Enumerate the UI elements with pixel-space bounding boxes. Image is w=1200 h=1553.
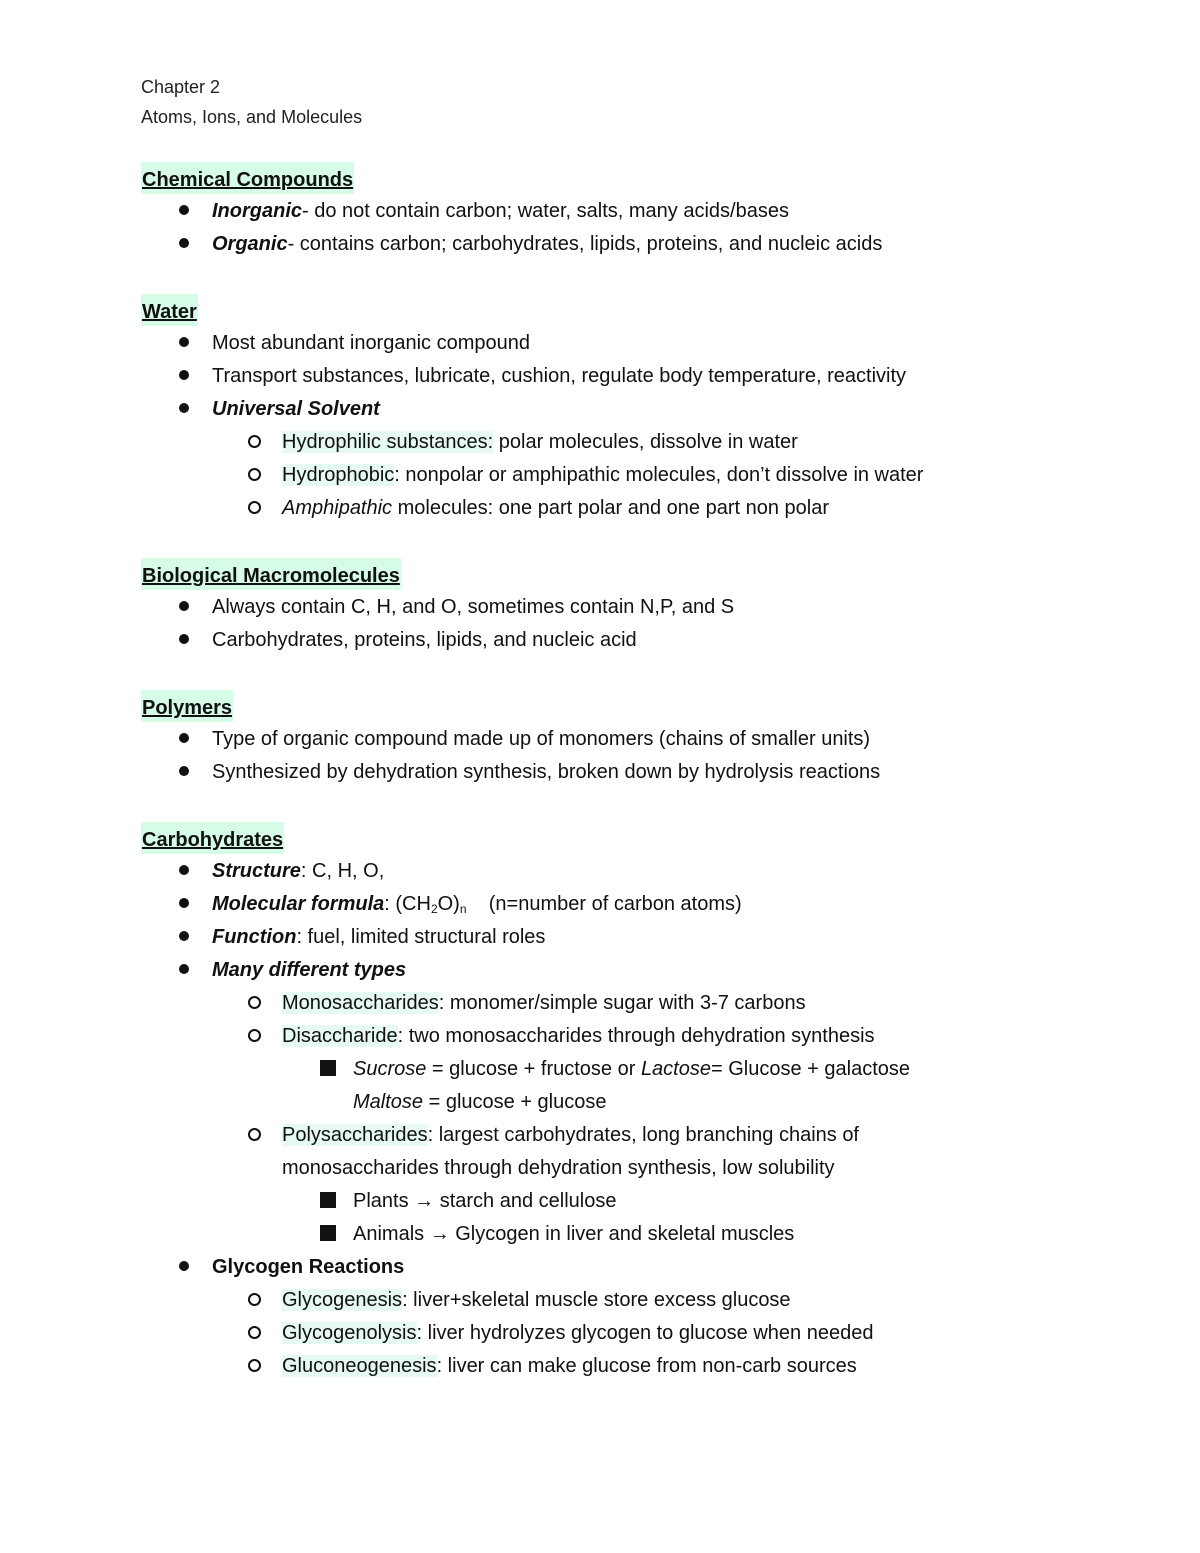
term: Sucrose — [353, 1058, 427, 1080]
bullet-dot-icon — [179, 591, 189, 624]
section-chemical-compounds — [141, 162, 1101, 261]
formula-subscript: n — [459, 902, 467, 916]
list-item — [141, 1053, 1101, 1086]
list-item — [141, 756, 1101, 789]
bullet-circle-icon — [248, 492, 261, 525]
section-carbohydrates — [141, 822, 1101, 1383]
term: Hydrophilic substances: — [282, 431, 494, 453]
definition: monosaccharides through dehydration synthesis, low solubility — [282, 1157, 835, 1179]
item-text: Synthesized by dehydration synthesis, broken down by hydrolysis reactions — [212, 761, 881, 783]
section-heading: Polymers — [141, 690, 233, 722]
term: Amphipathic — [282, 497, 393, 519]
definition: : liver hydrolyzes glycogen to glucose when needed — [416, 1322, 874, 1344]
term: Structure — [212, 860, 301, 882]
definition: = glucose + fructose or — [426, 1058, 641, 1080]
formula-subscript: 2 — [430, 902, 438, 916]
bullet-dot-icon — [179, 756, 189, 789]
bullet-circle-icon — [248, 1350, 261, 1383]
list-item — [141, 591, 1101, 624]
list-item-continuation — [141, 1152, 1101, 1185]
bullet-dot-icon — [179, 1251, 189, 1284]
list-item-continuation — [141, 1086, 1101, 1119]
list-item — [141, 855, 1101, 888]
section-polymers — [141, 690, 1101, 789]
list-item — [141, 954, 1101, 987]
definition: : liver can make glucose from non-carb sources — [436, 1355, 857, 1377]
definition: polar molecules, dissolve in water — [493, 431, 798, 453]
item-text: Always contain C, H, and O, sometimes contain N,P, and S — [212, 596, 735, 618]
document-page — [141, 72, 1101, 1383]
definition: - contains carbon; carbohydrates, lipids, proteins, and nucleic acids — [287, 233, 883, 255]
definition: : largest carbohydrates, long branching chains of — [427, 1124, 859, 1146]
definition: molecules: one part polar and one part non polar — [392, 497, 830, 519]
term: Glycogenesis — [282, 1289, 403, 1311]
formula-note: (n=number of carbon atoms) — [488, 893, 742, 915]
term: Molecular formula — [212, 893, 385, 915]
list-item — [141, 1119, 1101, 1152]
list-item — [141, 1284, 1101, 1317]
list-item — [141, 1020, 1101, 1053]
bullet-dot-icon — [179, 195, 189, 228]
bullet-circle-icon — [248, 1284, 261, 1317]
bullet-circle-icon — [248, 1020, 261, 1053]
term: Glycogenolysis — [282, 1322, 417, 1344]
section-heading: Chemical Compounds — [141, 162, 354, 194]
list-item — [141, 888, 1101, 921]
list-item — [141, 492, 1101, 525]
list-item — [141, 459, 1101, 492]
section-heading: Water — [141, 294, 198, 326]
bullet-circle-icon — [248, 987, 261, 1020]
item-text: Most abundant inorganic compound — [212, 332, 530, 354]
term: Gluconeogenesis — [282, 1355, 437, 1377]
section-heading: Carbohydrates — [141, 822, 284, 854]
list-item — [141, 1350, 1101, 1383]
bullet-dot-icon — [179, 360, 189, 393]
chapter-title: Atoms, Ions, and Molecules — [141, 107, 363, 127]
list-item — [141, 987, 1101, 1020]
definition: : monomer/simple sugar with 3-7 carbons — [438, 992, 806, 1014]
list-item — [141, 360, 1101, 393]
term: Hydrophobic — [282, 464, 395, 486]
list-item — [141, 1185, 1101, 1218]
chapter-number: Chapter 2 — [141, 77, 221, 97]
bullet-circle-icon — [248, 459, 261, 492]
bullet-dot-icon — [179, 921, 189, 954]
formula-prefix: : (CH — [384, 893, 431, 915]
list-item — [141, 921, 1101, 954]
term: Function — [212, 926, 297, 948]
list-item — [141, 1251, 1101, 1284]
bullet-dot-icon — [179, 327, 189, 360]
definition: : nonpolar or amphipathic molecules, don’t dissolve in water — [394, 464, 924, 486]
bullet-dot-icon — [179, 228, 189, 261]
bullet-dot-icon — [179, 954, 189, 987]
list-item — [141, 195, 1101, 228]
definition: - do not contain carbon; water, salts, many acids/bases — [302, 200, 789, 222]
bullet-circle-icon — [248, 1119, 261, 1152]
bullet-square-icon — [320, 1053, 336, 1086]
definition: : liver+skeletal muscle store excess glucose — [402, 1289, 791, 1311]
bullet-dot-icon — [179, 855, 189, 888]
definition: : fuel, limited structural roles — [296, 926, 546, 948]
item-text: Plants → starch and cellulose — [353, 1190, 617, 1212]
section-macromolecules — [141, 558, 1101, 657]
item-text: Glycogen Reactions — [212, 1256, 405, 1278]
term: Lactose — [640, 1058, 711, 1080]
term: Maltose — [353, 1091, 424, 1113]
definition: : C, H, O, — [300, 860, 385, 882]
item-text: Type of organic compound made up of monomers (chains of smaller units) — [212, 728, 871, 750]
section-water — [141, 294, 1101, 525]
term: Disaccharide — [282, 1025, 398, 1047]
definition: : two monosaccharides through dehydration synthesis — [397, 1025, 875, 1047]
bullet-circle-icon — [248, 1317, 261, 1350]
term: Organic — [212, 233, 288, 255]
list-item — [141, 228, 1101, 261]
bullet-square-icon — [320, 1185, 336, 1218]
bullet-dot-icon — [179, 624, 189, 657]
list-item — [141, 426, 1101, 459]
list-item — [141, 327, 1101, 360]
item-text: Universal Solvent — [212, 398, 380, 420]
item-text: Animals → Glycogen in liver and skeletal muscles — [353, 1223, 795, 1245]
term: Monosaccharides — [282, 992, 439, 1014]
list-item — [141, 1218, 1101, 1251]
bullet-dot-icon — [179, 888, 189, 921]
bullet-circle-icon — [248, 426, 261, 459]
term: Polysaccharides — [282, 1124, 428, 1146]
list-item — [141, 1317, 1101, 1350]
definition: = Glucose + galactose — [711, 1058, 911, 1080]
section-heading: Biological Macromolecules — [141, 558, 401, 590]
definition: = glucose + glucose — [423, 1091, 607, 1113]
item-text: Many different types — [212, 959, 407, 981]
item-text: Transport substances, lubricate, cushion, regulate body temperature, reactivity — [212, 365, 907, 387]
bullet-square-icon — [320, 1218, 336, 1251]
bullet-dot-icon — [179, 393, 189, 426]
item-text: Carbohydrates, proteins, lipids, and nucleic acid — [212, 629, 637, 651]
list-item — [141, 723, 1101, 756]
formula-mid: O) — [437, 893, 460, 915]
bullet-dot-icon — [179, 723, 189, 756]
list-item — [141, 624, 1101, 657]
term: Inorganic — [212, 200, 303, 222]
list-item — [141, 393, 1101, 426]
